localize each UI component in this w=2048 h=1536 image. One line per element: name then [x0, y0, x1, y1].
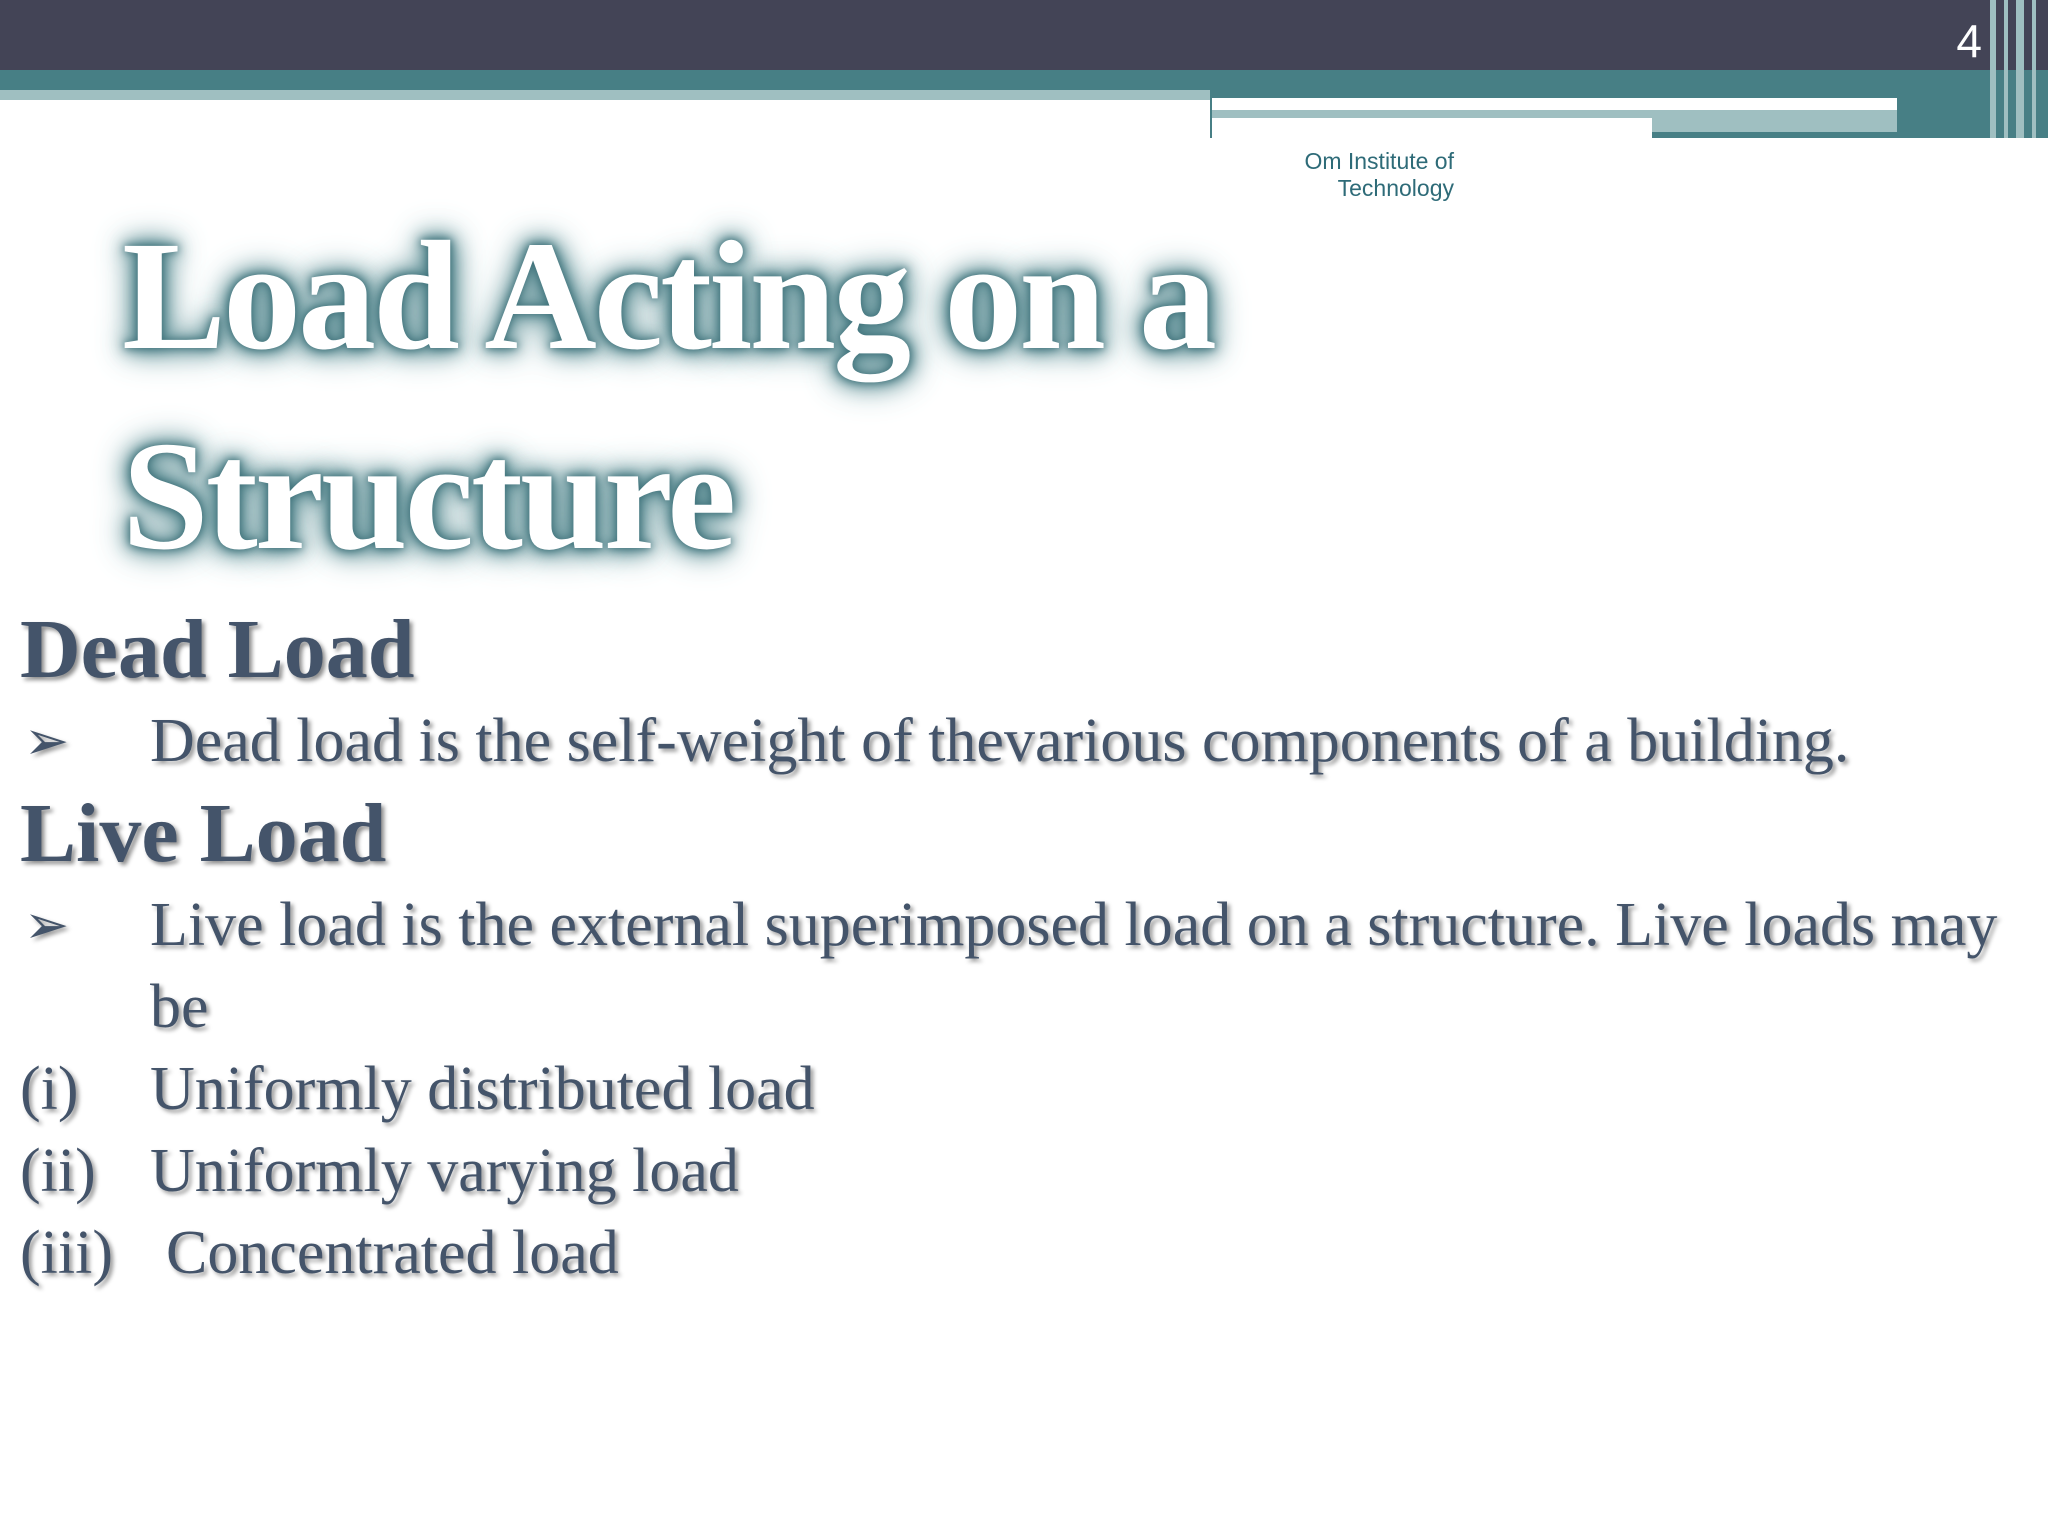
load-type-text: Uniformly varying load	[150, 1137, 739, 1205]
load-type-item	[20, 1048, 2030, 1130]
load-type-item	[20, 1130, 2030, 1212]
header-right-stripe-white	[1212, 118, 1652, 138]
institute-name	[1250, 148, 1454, 202]
header-bar	[0, 0, 2048, 70]
slide-body	[20, 600, 2030, 1294]
load-type-item	[20, 1212, 2030, 1294]
load-type-text: Uniformly distributed load	[150, 1055, 815, 1123]
header-vertical-stripe	[2004, 0, 2008, 138]
slide-title-line: Structure	[122, 409, 734, 582]
header-vertical-stripe	[2016, 0, 2024, 138]
live-load-text: Live load is the external superimposed load on a structure. Live loads may be	[150, 891, 1998, 1041]
dead-load-bullet	[20, 700, 2030, 782]
live-load-bullet	[20, 884, 2030, 1048]
header-right-stripe	[1212, 98, 1897, 118]
header-right-stripe-pale	[1652, 118, 1897, 132]
institute-name-line: Technology	[1337, 175, 1454, 201]
arrowhead-bullet-icon: ➢	[24, 709, 70, 772]
list-marker: (ii)	[20, 1137, 96, 1205]
list-marker: (i)	[20, 1055, 79, 1123]
load-type-text: Concentrated load	[166, 1219, 619, 1287]
page-number: 4	[1956, 15, 1982, 67]
institute-name-line: Om Institute of	[1304, 148, 1454, 174]
header-teal-band	[0, 70, 1210, 90]
header-vertical-stripe	[1990, 0, 1996, 138]
header-light-band	[0, 90, 1210, 100]
list-marker: (iii)	[20, 1219, 113, 1287]
arrowhead-bullet-icon: ➢	[24, 893, 70, 956]
dead-load-text: Dead load is the self-weight of thevarious components of a building.	[150, 707, 1850, 775]
slide-title-line: Load Acting on a	[122, 209, 1214, 382]
live-load-heading: Live Load	[20, 787, 387, 880]
dead-load-heading: Dead Load	[20, 603, 415, 696]
slide-title	[122, 196, 1322, 596]
header-vertical-stripe	[2032, 0, 2036, 138]
